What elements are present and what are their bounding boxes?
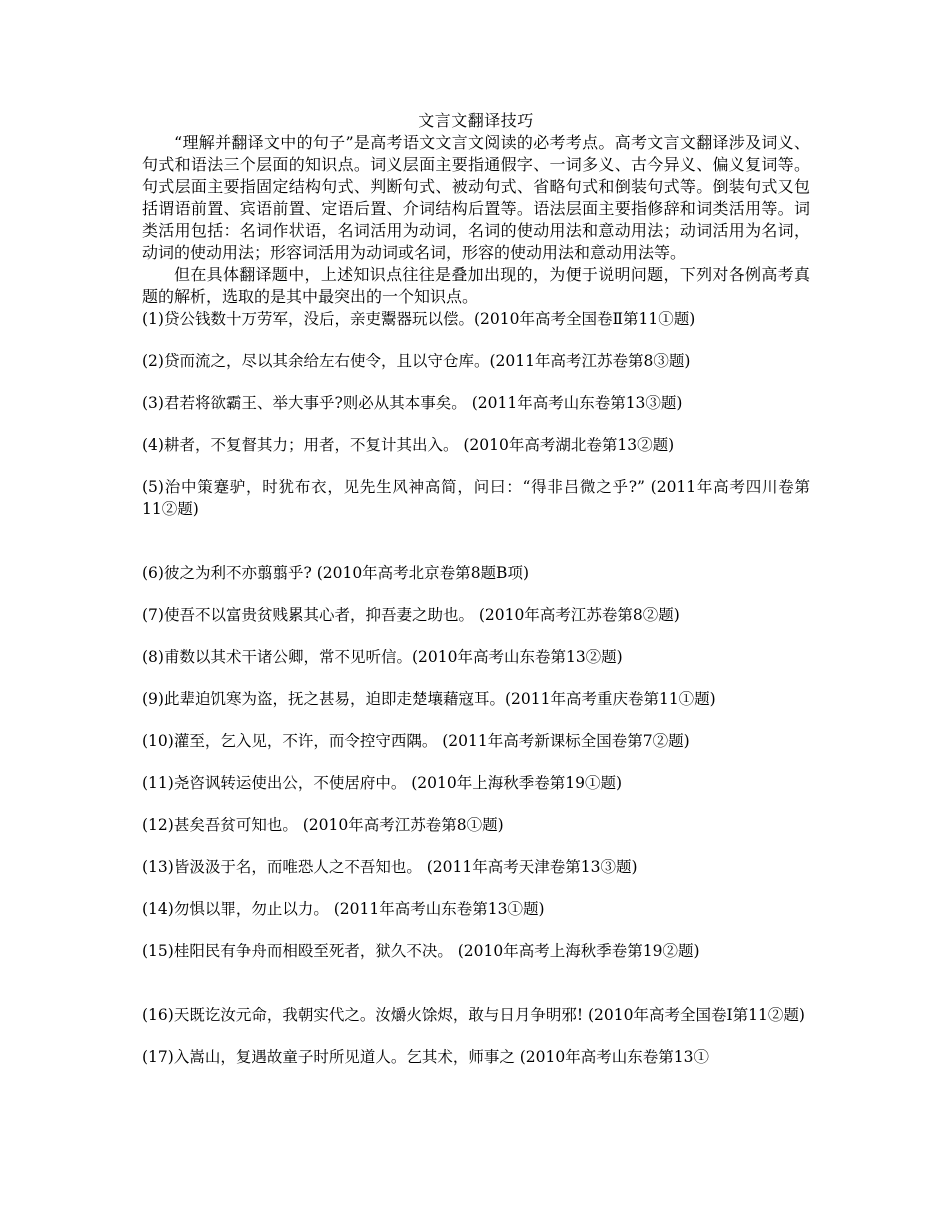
- list-item: (4)耕者，不复督其力；用者，不复计其出入。 (2010年高考湖北卷第13②题): [142, 436, 675, 454]
- list-item: (2)贷而流之，尽以其余给左右使令，且以守仓库。(2011年高考江苏卷第8③题): [142, 352, 691, 370]
- list-item: (7)使吾不以富贵贫贱累其心者，抑吾妻之助也。 (2010年高考江苏卷第8②题): [142, 606, 680, 624]
- document-title: 文言文翻译技巧: [418, 111, 534, 130]
- list-item: (14)勿惧以罪，勿止以力。 (2011年高考山东卷第13①题): [142, 900, 545, 918]
- intro-paragraph: 但在具体翻译题中，上述知识点往往是叠加出现的，为便于说明问题，下列对各例高考真题的解析，选取的是其中最突出的一个知识点。: [142, 265, 810, 306]
- list-item: (17)入嵩山，复遇故童子时所见道人。乞其术，师事之 (2010年高考山东卷第13①: [142, 1048, 709, 1066]
- intro-paragraph: “理解并翻译文中的句子”是高考语文文言文阅读的必考考点。高考文言文翻译涉及词义、句式和语法三个层面的知识点。词义层面主要指通假字、一词多义、古今异义、偏义复词等。句式层面主要指固定结构句式、判断句式、被动句式、省略句式和倒装句式等。倒装句式又包括谓语前置、宾语前置、定语后置、介词结构后置等。语法层面主要指修辞和词类活用等。词类活用包括：名词作状语，名词活用为动词，名词的使动用法和意动用法；动词活用为名词，动词的使动用法；形容词活用为动词或名词，形容的使动用法和意动用法等。: [142, 133, 810, 262]
- list-item: (6)彼之为利不亦翦翦乎? (2010年高考北京卷第8题B项): [142, 564, 529, 582]
- list-item: (11)尧咨讽转运使出公，不使居府中。 (2010年上海秋季卷第19①题): [142, 774, 623, 792]
- list-item: (15)桂阳民有争舟而相殴至死者，狱久不决。 (2010年高考上海秋季卷第19②题): [142, 942, 700, 960]
- list-item: (12)甚矣吾贫可知也。 (2010年高考江苏卷第8①题): [142, 816, 504, 834]
- list-item: (10)灌至，乞入见，不许，而令控守西隅。 (2011年高考新课标全国卷第7②题): [142, 732, 690, 750]
- list-item: (5)治中策蹇驴，时犹布衣，见先生风神高简，问曰：“得非吕微之乎?” (2011年高考四川卷第11②题): [142, 478, 810, 518]
- list-item: (1)贷公钱数十万劳军，没后，亲吏鬻器玩以偿。(2010年高考全国卷Ⅱ第11①题): [142, 310, 696, 328]
- list-item: (3)君若将欲霸王、举大事乎?则必从其本事矣。 (2011年高考山东卷第13③题): [142, 394, 683, 412]
- list-item: (8)甫数以其术干诸公卿，常不见听信。(2010年高考山东卷第13②题): [142, 648, 623, 666]
- list-item: (9)此辈迫饥寒为盗，抚之甚易，迫即走楚壤藉寇耳。(2011年高考重庆卷第11①题): [142, 690, 716, 708]
- list-item: (16)天既讫汝元命，我朝实代之。汝爝火馀烬，敢与日月争明邪! (2010年高考全国卷I第11②题): [142, 1006, 805, 1024]
- document-page: [142, 110, 810, 1068]
- list-item: (13)皆汲汲于名，而唯恐人之不吾知也。 (2011年高考天津卷第13③题): [142, 858, 638, 876]
